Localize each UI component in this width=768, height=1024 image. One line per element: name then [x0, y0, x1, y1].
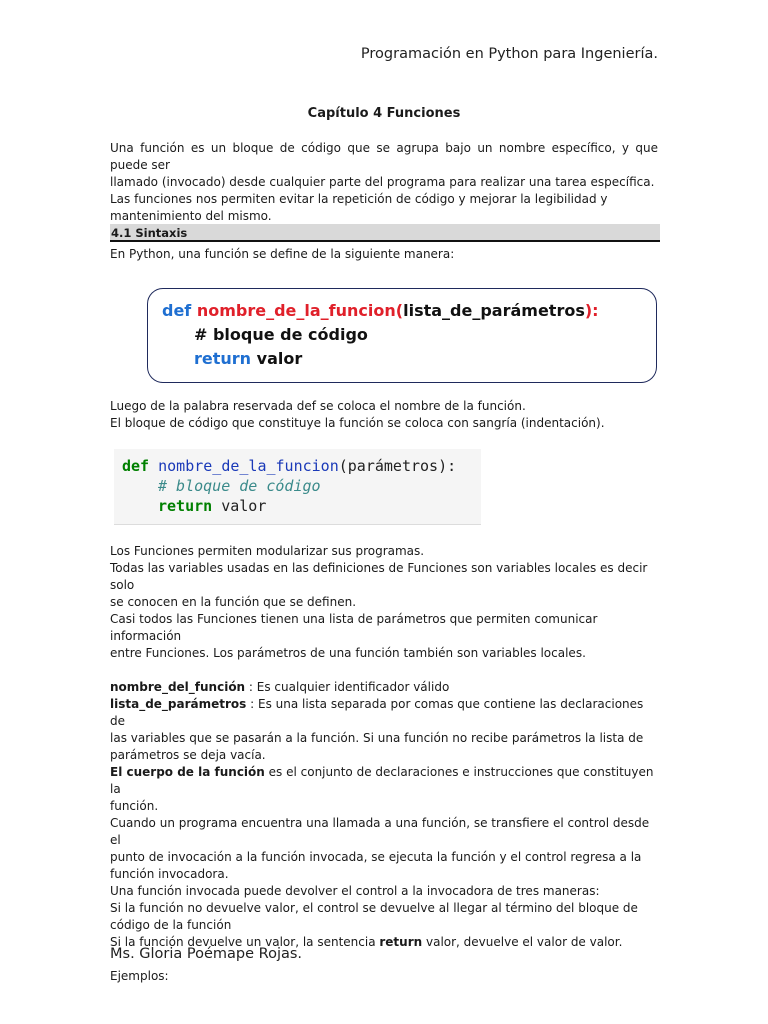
code-example: [114, 449, 481, 525]
text-line: Los Funciones permiten modularizar sus programas.: [110, 544, 425, 558]
spacer: [110, 662, 658, 679]
def-keyword: def: [162, 301, 192, 320]
syntax-box: [147, 288, 657, 383]
term-desc: : Es una lista separada por comas que contiene las declaraciones de: [110, 697, 644, 728]
text-line: Luego de la palabra reservada def se coloca el nombre de la función.: [110, 399, 526, 413]
text-line: se conocen en la función que se definen.: [110, 595, 357, 609]
term: lista_de_parámetros: [110, 697, 247, 711]
section-lead: En Python, una función se define de la siguiente manera:: [110, 247, 455, 261]
function-name: nombre_de_la_funcion: [158, 457, 339, 475]
text-line: Si la función no devuelve valor, el control se devuelve al llegar al término del bloque de: [110, 901, 638, 915]
text-line: Casi todos las Funciones tienen una lista de parámetros que permiten comunicar información: [110, 612, 598, 643]
definition-nombre: [110, 679, 658, 696]
syntax-line-def: [162, 301, 599, 320]
page-footer: Ms. Gloria Poémape Rojas.: [110, 946, 303, 962]
intro-line: llamado (invocado) desde cualquier parte del programa para realizar una tarea específica.: [110, 175, 655, 189]
text-line: código de la función: [110, 918, 232, 932]
text-line: Una función invocada puede devolver el control a la invocadora de tres maneras:: [110, 884, 600, 898]
function-name: nombre_de_la_funcion(: [196, 301, 404, 320]
return-keyword: return: [194, 349, 252, 368]
page-header: Programación en Python para Ingeniería.: [360, 46, 658, 62]
section-heading: 4.1 Sintaxis: [110, 224, 660, 242]
text-line: Cuando un programa encuentra una llamada a una función, se transfiere el control desde el: [110, 816, 650, 847]
term-desc: es el conjunto de declaraciones e instrucciones que constituyen la: [110, 765, 654, 796]
intro-line: mantenimiento del mismo.: [110, 209, 272, 223]
body-text: [110, 543, 658, 985]
intro-line: Una función es un bloque de código que se agrupa bajo un nombre específico, y que puede ser: [110, 141, 658, 172]
definition-lista: [110, 696, 658, 730]
parameters: (parámetros):: [338, 457, 457, 475]
text-line: entre Funciones. Los parámetros de una función también son variables locales.: [110, 646, 586, 660]
chapter-title: Capítulo 4 Funciones: [307, 106, 461, 121]
examples-label: Ejemplos:: [110, 969, 169, 983]
term: nombre_del_función: [110, 680, 246, 694]
intro-line: Las funciones nos permiten evitar la repetición de código y mejorar la legibilidad y: [110, 192, 608, 206]
return-value: valor: [256, 349, 303, 368]
return-keyword: return: [158, 497, 213, 515]
term-desc: : Es cualquier identificador válido: [245, 680, 450, 694]
text-line: Todas las variables usadas en las definiciones de Funciones son variables locales es decir solo: [110, 561, 648, 592]
code-line-def: [122, 457, 456, 475]
term: El cuerpo de la función: [110, 765, 265, 779]
syntax-line-return: [194, 349, 302, 368]
parameter-list: lista_de_parámetros: [403, 301, 585, 320]
code-comment: # bloque de código: [158, 477, 321, 495]
code-line-return: [158, 497, 266, 515]
text-line: parámetros se deja vacía.: [110, 748, 266, 762]
text: Si la función devuelve un valor, la sentencia: [110, 935, 380, 949]
intro-paragraph: [110, 140, 658, 225]
definition-cuerpo: [110, 764, 658, 798]
text-line: función invocadora.: [110, 867, 229, 881]
text-line: las variables que se pasarán a la función. Si una función no recibe parámetros la lista de: [110, 731, 644, 745]
after-box-text: [110, 398, 658, 432]
return-value: valor: [221, 497, 267, 515]
text-line: punto de invocación a la función invocada, se ejecuta la función y el control regresa a la: [110, 850, 642, 864]
text-line: El bloque de código que constituye la función se coloca con sangría (indentación).: [110, 416, 605, 430]
return-keyword: return: [379, 935, 423, 949]
closing-paren: ):: [584, 301, 599, 320]
text-line: función.: [110, 799, 159, 813]
def-keyword: def: [122, 457, 150, 475]
text: valor, devuelve el valor de valor.: [422, 935, 623, 949]
syntax-comment: # bloque de código: [194, 325, 368, 344]
